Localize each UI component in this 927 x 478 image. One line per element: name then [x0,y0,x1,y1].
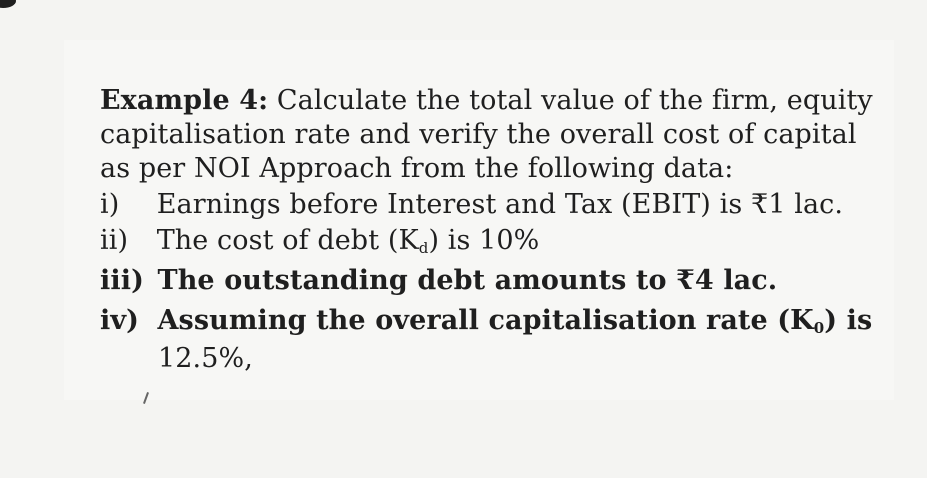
example-label: Example 4: [100,85,269,116]
item-3-text: The outstanding debt amounts to ₹4 lac. [157,265,778,296]
item-3 [100,266,777,296]
example-heading-line [100,86,873,116]
item-3-number: iii) [100,265,144,296]
edge-shadow [0,0,16,8]
item-4-text-after: ) is [824,305,873,336]
example-line-2: capitalisation rate and verify the overall cost of capital [100,119,857,150]
example-line-1: Calculate the total value of the firm, equity [276,85,873,116]
item-1-text: Earnings before Interest and Tax (EBIT) is ₹1 lac. [156,189,844,220]
item-4-subscript: 0 [813,319,825,337]
item-4-continuation: 12.5%, [158,343,253,374]
item-4 [100,306,872,343]
item-2-text-before: The cost of debt (K [156,225,419,256]
item-2-number: ii) [100,225,129,256]
item-1-number: i) [100,189,120,220]
item-4-number: iv) [100,305,140,336]
item-2-subscript: d [418,239,429,257]
item-4-text-before: Assuming the overall capitalisation rate (K [157,305,814,336]
item-2-text-after: ) is 10% [428,225,540,256]
item-2 [100,226,539,263]
item-1 [100,190,843,220]
example-line-3: as per NOI Approach from the following data: [100,153,734,184]
